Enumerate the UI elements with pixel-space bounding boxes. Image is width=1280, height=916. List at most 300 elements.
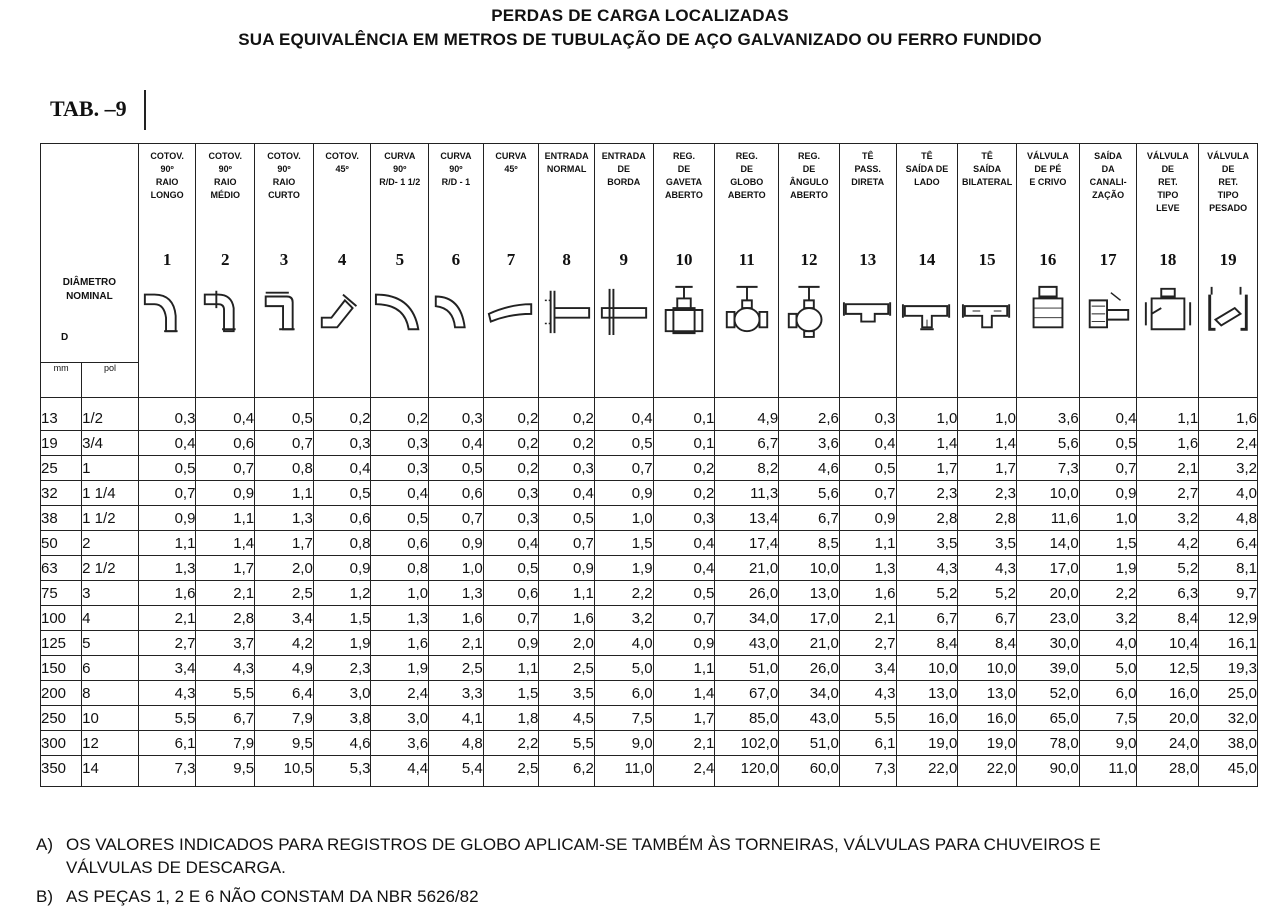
value-cell: 4,8 [1199,506,1258,531]
column-number: 17 [1099,250,1117,269]
caption-line: 45º [335,164,349,174]
diameter-pol: 10 [82,706,139,731]
column-number: 19 [1219,250,1237,269]
value-cell: 2,1 [138,606,196,631]
table-row [41,481,1258,506]
fitting-drawing [1137,272,1198,348]
value-cell: 0,5 [313,481,371,506]
value-cell: 34,0 [715,606,779,631]
value-cell: 4,3 [196,656,255,681]
table-row [41,631,1258,656]
value-cell: 11,0 [1079,756,1137,787]
value-cell: 4,3 [958,556,1017,581]
caption-line: DE [802,164,816,174]
fitting-drawing [139,272,196,348]
value-cell: 28,0 [1137,756,1199,787]
value-cell: 6,7 [779,506,840,531]
diameter-mm: 13 [41,398,82,431]
fitting-drawing [539,272,594,348]
diameter-label-line2: NOMINAL [66,291,113,302]
caption-line: 90º [277,164,291,174]
column-number: 6 [451,250,461,269]
value-cell: 1,6 [839,581,896,606]
diameter-mm: 250 [41,706,82,731]
caption-line: CURVA [440,151,472,161]
value-cell: 3,4 [255,606,314,631]
diameter-mm: 350 [41,756,82,787]
value-cell: 2,1 [1137,456,1199,481]
value-cell: 12,5 [1137,656,1199,681]
tee-straight-icon [842,280,894,340]
caption-line: VÁLVULA [1026,151,1069,161]
value-cell: 0,6 [371,531,429,556]
value-cell: 0,3 [429,398,484,431]
caption-line: GLOBO [730,177,764,187]
value-cell: 1,3 [839,556,896,581]
value-cell: 43,0 [715,631,779,656]
caption-line: LEVE [1156,203,1180,213]
column-caption [484,144,539,250]
column-header-16 [1016,144,1079,398]
table-row [41,731,1258,756]
caption-line: RET. [1158,177,1178,187]
value-cell: 1,0 [371,581,429,606]
value-cell: 1,7 [896,456,958,481]
value-cell: 0,9 [1079,481,1137,506]
value-cell: 5,0 [1079,656,1137,681]
page-subtitle: SUA EQUIVALÊNCIA EM METROS DE TUBULAÇÃO DE AÇO GALVANIZADO OU FERRO FUNDIDO [238,30,1042,49]
fitting-drawing [1017,272,1079,348]
value-cell: 19,0 [896,731,958,756]
value-cell: 4,9 [255,656,314,681]
value-cell: 4,4 [371,756,429,787]
value-cell: 0,9 [138,506,196,531]
value-cell: 1,1 [196,506,255,531]
elbow-90-long-radius-icon [141,280,193,340]
caption-line: SAÍDA [973,164,1002,174]
column-caption [371,144,428,250]
diameter-pol: 1 1/4 [82,481,139,506]
value-cell: 0,8 [371,556,429,581]
caption-line: 90º [160,164,174,174]
diameter-pol: 3 [82,581,139,606]
value-cell: 6,0 [594,681,653,706]
value-cell: 6,7 [715,431,779,456]
table-label-divider [144,90,146,130]
caption-line: DIRETA [851,177,885,187]
value-cell: 0,3 [313,431,371,456]
value-cell: 4,1 [429,706,484,731]
value-cell: 0,4 [196,398,255,431]
value-cell: 5,2 [896,581,958,606]
value-cell: 0,3 [371,431,429,456]
table-row [41,581,1258,606]
value-cell: 4,3 [896,556,958,581]
value-cell: 4,0 [1199,481,1258,506]
value-cell: 0,2 [653,456,715,481]
value-cell: 0,5 [483,556,539,581]
caption-line: COTOV. [150,151,184,161]
value-cell: 39,0 [1016,656,1079,681]
value-cell: 17,4 [715,531,779,556]
column-header-9 [594,144,653,398]
fitting-drawing [654,272,715,348]
fitting-drawing [958,272,1016,348]
column-number: 12 [800,250,818,269]
value-cell: 6,4 [1199,531,1258,556]
value-cell: 1,1 [483,656,539,681]
column-number: 1 [162,250,172,269]
diameter-pol: 1/2 [82,398,139,431]
value-cell: 2,1 [653,731,715,756]
table-row [41,506,1258,531]
column-number: 8 [562,250,571,269]
value-cell: 23,0 [1016,606,1079,631]
value-cell: 11,0 [594,756,653,787]
value-cell: 3,4 [138,656,196,681]
value-cell: 24,0 [1137,731,1199,756]
fitting-drawing [840,272,896,348]
value-cell: 0,7 [196,456,255,481]
value-cell: 13,0 [958,681,1017,706]
value-cell: 1,0 [429,556,484,581]
angle-valve-icon [783,280,835,340]
value-cell: 0,7 [483,606,539,631]
value-cell: 8,1 [1199,556,1258,581]
caption-line: 90º [218,164,232,174]
value-cell: 2,3 [313,656,371,681]
column-caption [139,144,196,250]
value-cell: 22,0 [896,756,958,787]
diameter-label-line1: DIÂMETRO [62,277,117,288]
value-cell: 21,0 [715,556,779,581]
value-cell: 9,0 [1079,731,1137,756]
value-cell: 17,0 [779,606,840,631]
diameter-mm: 125 [41,631,82,656]
diameter-mm: 25 [41,456,82,481]
diameter-symbol: D [61,332,69,343]
value-cell: 0,2 [483,456,539,481]
value-cell: 5,6 [779,481,840,506]
border-entry-icon [598,280,650,340]
diameter-mm: 50 [41,531,82,556]
caption-line: SAÍDA DE [905,164,949,174]
column-caption [314,144,371,250]
value-cell: 38,0 [1199,731,1258,756]
fitting-drawing [715,272,778,348]
caption-line: DE [1221,164,1235,174]
value-cell: 1,2 [313,581,371,606]
note-b-text: AS PEÇAS 1, 2 E 6 NÃO CONSTAM DA NBR 5626/82 [66,887,479,906]
column-header-11 [715,144,779,398]
value-cell: 5,2 [1137,556,1199,581]
value-cell: 0,5 [839,456,896,481]
caption-line: VÁLVULA [1146,151,1189,161]
value-cell: 7,3 [1016,456,1079,481]
fitting-drawing [314,272,371,348]
value-cell: 0,4 [429,431,484,456]
diameter-mm: 19 [41,431,82,456]
table-row [41,656,1258,681]
column-caption [840,144,896,250]
value-cell: 0,7 [1079,456,1137,481]
column-number: 9 [619,250,628,269]
value-cell: 2,6 [779,398,840,431]
value-cell: 0,3 [371,456,429,481]
check-valve-heavy-icon [1202,280,1254,340]
caption-line: DA [1101,164,1115,174]
column-caption [1137,144,1198,250]
caption-line: SAÍDA [1094,151,1123,161]
column-number: 3 [279,250,289,269]
note-a-line2: VÁLVULAS DE DESCARGA. [66,858,286,877]
caption-line: REG. [735,151,758,161]
column-number: 10 [675,250,693,269]
value-cell: 16,0 [958,706,1017,731]
value-cell: 9,7 [1199,581,1258,606]
value-cell: 0,3 [138,398,196,431]
table-row [41,431,1258,456]
diameter-pol: 4 [82,606,139,631]
diameter-mm: 100 [41,606,82,631]
value-cell: 3,4 [839,656,896,681]
value-cell: 22,0 [958,756,1017,787]
value-cell: 0,2 [371,398,429,431]
value-cell: 6,3 [1137,581,1199,606]
caption-line: LADO [914,177,940,187]
column-number: 14 [918,250,936,269]
value-cell: 3,2 [1137,506,1199,531]
value-cell: 120,0 [715,756,779,787]
value-cell: 1,9 [371,656,429,681]
header-row [41,144,1258,363]
diameter-mm: 200 [41,681,82,706]
caption-line: CURVA [495,151,527,161]
value-cell: 1,1 [839,531,896,556]
note-a-label: A) [36,835,53,854]
value-cell: 3,0 [371,706,429,731]
note-b [36,886,479,908]
value-cell: 60,0 [779,756,840,787]
column-header-5 [371,144,429,398]
caption-line: RAIO [155,177,179,187]
value-cell: 0,2 [539,398,595,431]
value-cell: 0,4 [313,456,371,481]
diameter-pol: 6 [82,656,139,681]
column-number: 13 [859,250,877,269]
diameter-pol: 2 1/2 [82,556,139,581]
fitting-drawing [484,272,539,348]
value-cell: 2,4 [371,681,429,706]
value-cell: 19,0 [958,731,1017,756]
value-cell: 0,4 [653,556,715,581]
value-cell: 51,0 [715,656,779,681]
fitting-drawing [196,272,254,348]
value-cell: 0,3 [483,506,539,531]
diameter-mm: 75 [41,581,82,606]
value-cell: 3,6 [1016,398,1079,431]
value-cell: 8,2 [715,456,779,481]
value-cell: 0,6 [196,431,255,456]
value-cell: 2,2 [1079,581,1137,606]
value-cell: 0,2 [653,481,715,506]
value-cell: 2,2 [483,731,539,756]
value-cell: 5,5 [138,706,196,731]
value-cell: 1,7 [958,456,1017,481]
value-cell: 0,4 [371,481,429,506]
diameter-mm: 300 [41,731,82,756]
value-cell: 4,8 [429,731,484,756]
diameter-pol: 8 [82,681,139,706]
column-caption [196,144,254,250]
caption-line: TÊ [921,151,933,161]
caption-line: ENTRADA [544,151,589,161]
diameter-pol: 2 [82,531,139,556]
table-row [41,756,1258,787]
value-cell: 0,8 [313,531,371,556]
value-cell: 0,6 [429,481,484,506]
column-header-6 [429,144,484,398]
value-cell: 2,8 [196,606,255,631]
value-cell: 11,6 [1016,506,1079,531]
column-header-17 [1079,144,1137,398]
value-cell: 3,7 [196,631,255,656]
value-cell: 0,9 [196,481,255,506]
value-cell: 2,2 [594,581,653,606]
column-number: 2 [221,250,230,269]
value-cell: 2,4 [653,756,715,787]
caption-line: LONGO [150,190,184,200]
page-title: PERDAS DE CARGA LOCALIZADAS [491,6,789,25]
value-cell: 3,3 [429,681,484,706]
unit-pol: pol [82,363,139,398]
value-cell: 0,7 [255,431,314,456]
value-cell: 0,4 [138,431,196,456]
fitting-drawing [371,272,428,348]
column-number: 11 [738,250,755,269]
value-cell: 0,9 [653,631,715,656]
caption-line: COTOV. [325,151,359,161]
value-cell: 51,0 [779,731,840,756]
value-cell: 1,3 [371,606,429,631]
value-cell: 3,6 [371,731,429,756]
column-number: 16 [1039,250,1057,269]
value-cell: 20,0 [1016,581,1079,606]
value-cell: 52,0 [1016,681,1079,706]
value-cell: 5,2 [958,581,1017,606]
value-cell: 16,1 [1199,631,1258,656]
value-cell: 2,5 [539,656,595,681]
column-number: 15 [978,250,996,269]
caption-line: TIPO [1217,190,1239,200]
unit-mm: mm [41,363,82,398]
value-cell: 0,2 [483,431,539,456]
value-cell: 7,5 [1079,706,1137,731]
value-cell: 26,0 [715,581,779,606]
caption-line: VÁLVULA [1207,151,1250,161]
value-cell: 13,0 [896,681,958,706]
diameter-mm: 38 [41,506,82,531]
diameter-mm: 63 [41,556,82,581]
pipe-outlet-icon [1082,280,1134,340]
value-cell: 9,0 [594,731,653,756]
column-caption [429,144,483,250]
column-header-19 [1199,144,1258,398]
value-cell: 4,2 [1137,531,1199,556]
value-cell: 0,9 [594,481,653,506]
value-cell: 0,9 [313,556,371,581]
caption-line: TÊ [861,151,874,161]
caption-line: R/D - 1 [441,177,471,187]
value-cell: 0,2 [539,431,595,456]
table-row [41,681,1258,706]
value-cell: 20,0 [1137,706,1199,731]
caption-line: DE [677,164,691,174]
value-cell: 4,5 [539,706,595,731]
column-caption [255,144,313,250]
caption-line: ÂNGULO [789,177,829,187]
tee-side-outlet-icon [901,280,953,340]
caption-line: PESADO [1209,203,1248,213]
value-cell: 30,0 [1016,631,1079,656]
value-cell: 1,1 [255,481,314,506]
diameter-mm: 150 [41,656,82,681]
caption-line: DE [617,164,630,174]
diameter-pol: 1 [82,456,139,481]
value-cell: 14,0 [1016,531,1079,556]
value-cell: 0,4 [653,531,715,556]
caption-line: CANALI- [1089,177,1127,187]
value-cell: 0,3 [483,481,539,506]
value-cell: 6,7 [958,606,1017,631]
value-cell: 45,0 [1199,756,1258,787]
column-caption [958,144,1016,250]
value-cell: 1,4 [958,431,1017,456]
caption-line: REG. [672,151,695,161]
value-cell: 2,4 [1199,431,1258,456]
value-cell: 1,8 [483,706,539,731]
caption-line: 90º [449,164,463,174]
column-header-1 [138,144,196,398]
column-number: 7 [506,250,516,269]
value-cell: 0,8 [255,456,314,481]
value-cell: 10,0 [896,656,958,681]
table-row [41,556,1258,581]
head-loss-table [40,143,1258,787]
value-cell: 2,7 [1137,481,1199,506]
value-cell: 6,2 [539,756,595,787]
elbow-90-medium-radius-icon [199,280,251,340]
value-cell: 21,0 [779,631,840,656]
value-cell: 5,5 [196,681,255,706]
value-cell: 0,4 [539,481,595,506]
value-cell: 34,0 [779,681,840,706]
value-cell: 78,0 [1016,731,1079,756]
value-cell: 0,7 [594,456,653,481]
value-cell: 2,3 [896,481,958,506]
caption-line: RET. [1218,177,1238,187]
value-cell: 2,1 [429,631,484,656]
value-cell: 2,5 [483,756,539,787]
value-cell: 2,8 [958,506,1017,531]
fitting-drawing [1080,272,1137,348]
note-b-label: B) [36,887,53,906]
value-cell: 0,9 [539,556,595,581]
value-cell: 1,3 [255,506,314,531]
value-cell: 1,5 [483,681,539,706]
value-cell: 1,6 [138,581,196,606]
fitting-drawing [1199,272,1257,348]
